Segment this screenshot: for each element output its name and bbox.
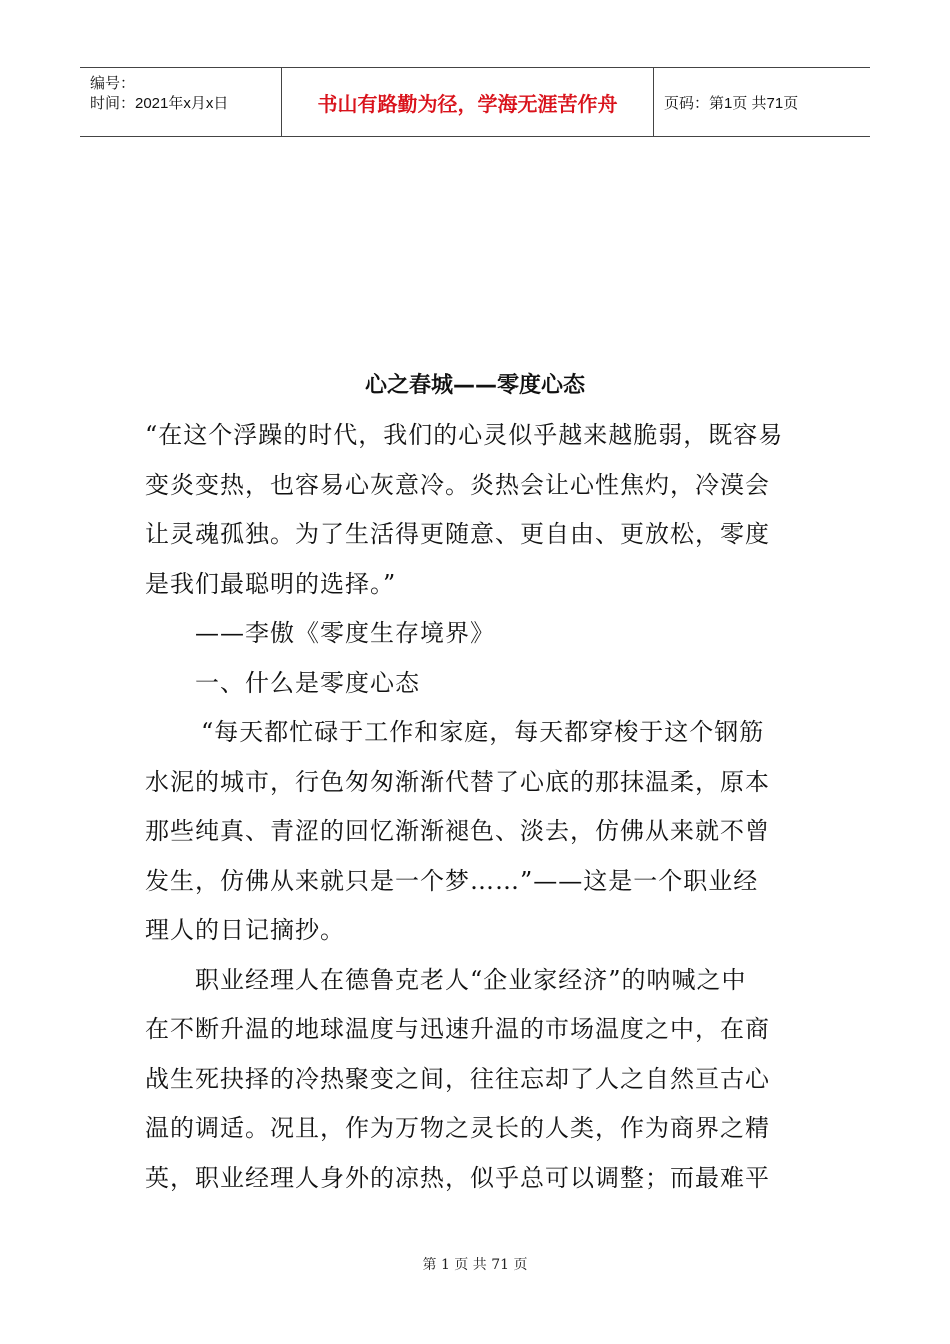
text-line: 在不断升温的地球温度与迅速升温的市场温度之中，在商: [145, 1015, 770, 1043]
page-header: [80, 67, 870, 137]
body-text: [145, 411, 807, 1203]
text-line: “在这个浮躁的时代，我们的心灵似乎越来越脆弱，既容易: [145, 421, 784, 449]
text-line: 让灵魂孤独。为了生活得更随意、更自由、更放松，零度: [145, 520, 770, 548]
text-line: 英，职业经理人身外的凉热，似乎总可以调整；而最难平: [145, 1163, 770, 1192]
header-page-info: 页码：第1页 共71页: [664, 94, 799, 112]
document-title: 心之春城——零度心态: [364, 373, 585, 398]
text-line: 温的调适。况且，作为万物之灵长的人类，作为商界之精: [145, 1114, 770, 1142]
document-number: 编号：: [90, 75, 136, 92]
header-meta: [80, 68, 281, 136]
text-line: 职业经理人在德鲁克老人“企业家经济”的呐喊之中: [195, 965, 747, 994]
header-motto-cell: [281, 68, 654, 136]
text-line: “每天都忙碌于工作和家庭，每天都穿梭于这个钢筋: [201, 718, 765, 746]
page-footer: 第 1 页 共 71 页: [422, 1257, 528, 1273]
header-motto: 书山有路勤为径，学海无涯苦作舟: [317, 91, 618, 116]
text-line: 理人的日记摘抄。: [145, 916, 345, 944]
text-line: 那些纯真、青涩的回忆渐渐褪色、淡去，仿佛从来就不曾: [145, 817, 770, 845]
text-line: 变炎变热，也容易心灰意冷。炎热会让心性焦灼，冷漠会: [145, 470, 770, 499]
section-heading: 一、什么是零度心态: [195, 668, 420, 697]
text-line: 是我们最聪明的选择。”: [145, 569, 397, 598]
text-line: 水泥的城市，行色匆匆渐渐代替了心底的那抹温柔，原本: [145, 767, 770, 796]
quote-attribution: ——李傲《零度生存境界》: [195, 619, 495, 647]
text-line: 发生，仿佛从来就只是一个梦……”——这是一个职业经: [145, 866, 759, 895]
document-date: 时间：2021年x月x日: [90, 95, 229, 112]
text-line: 战生死抉择的冷热聚变之间，往往忘却了人之自然亘古心: [145, 1064, 770, 1093]
